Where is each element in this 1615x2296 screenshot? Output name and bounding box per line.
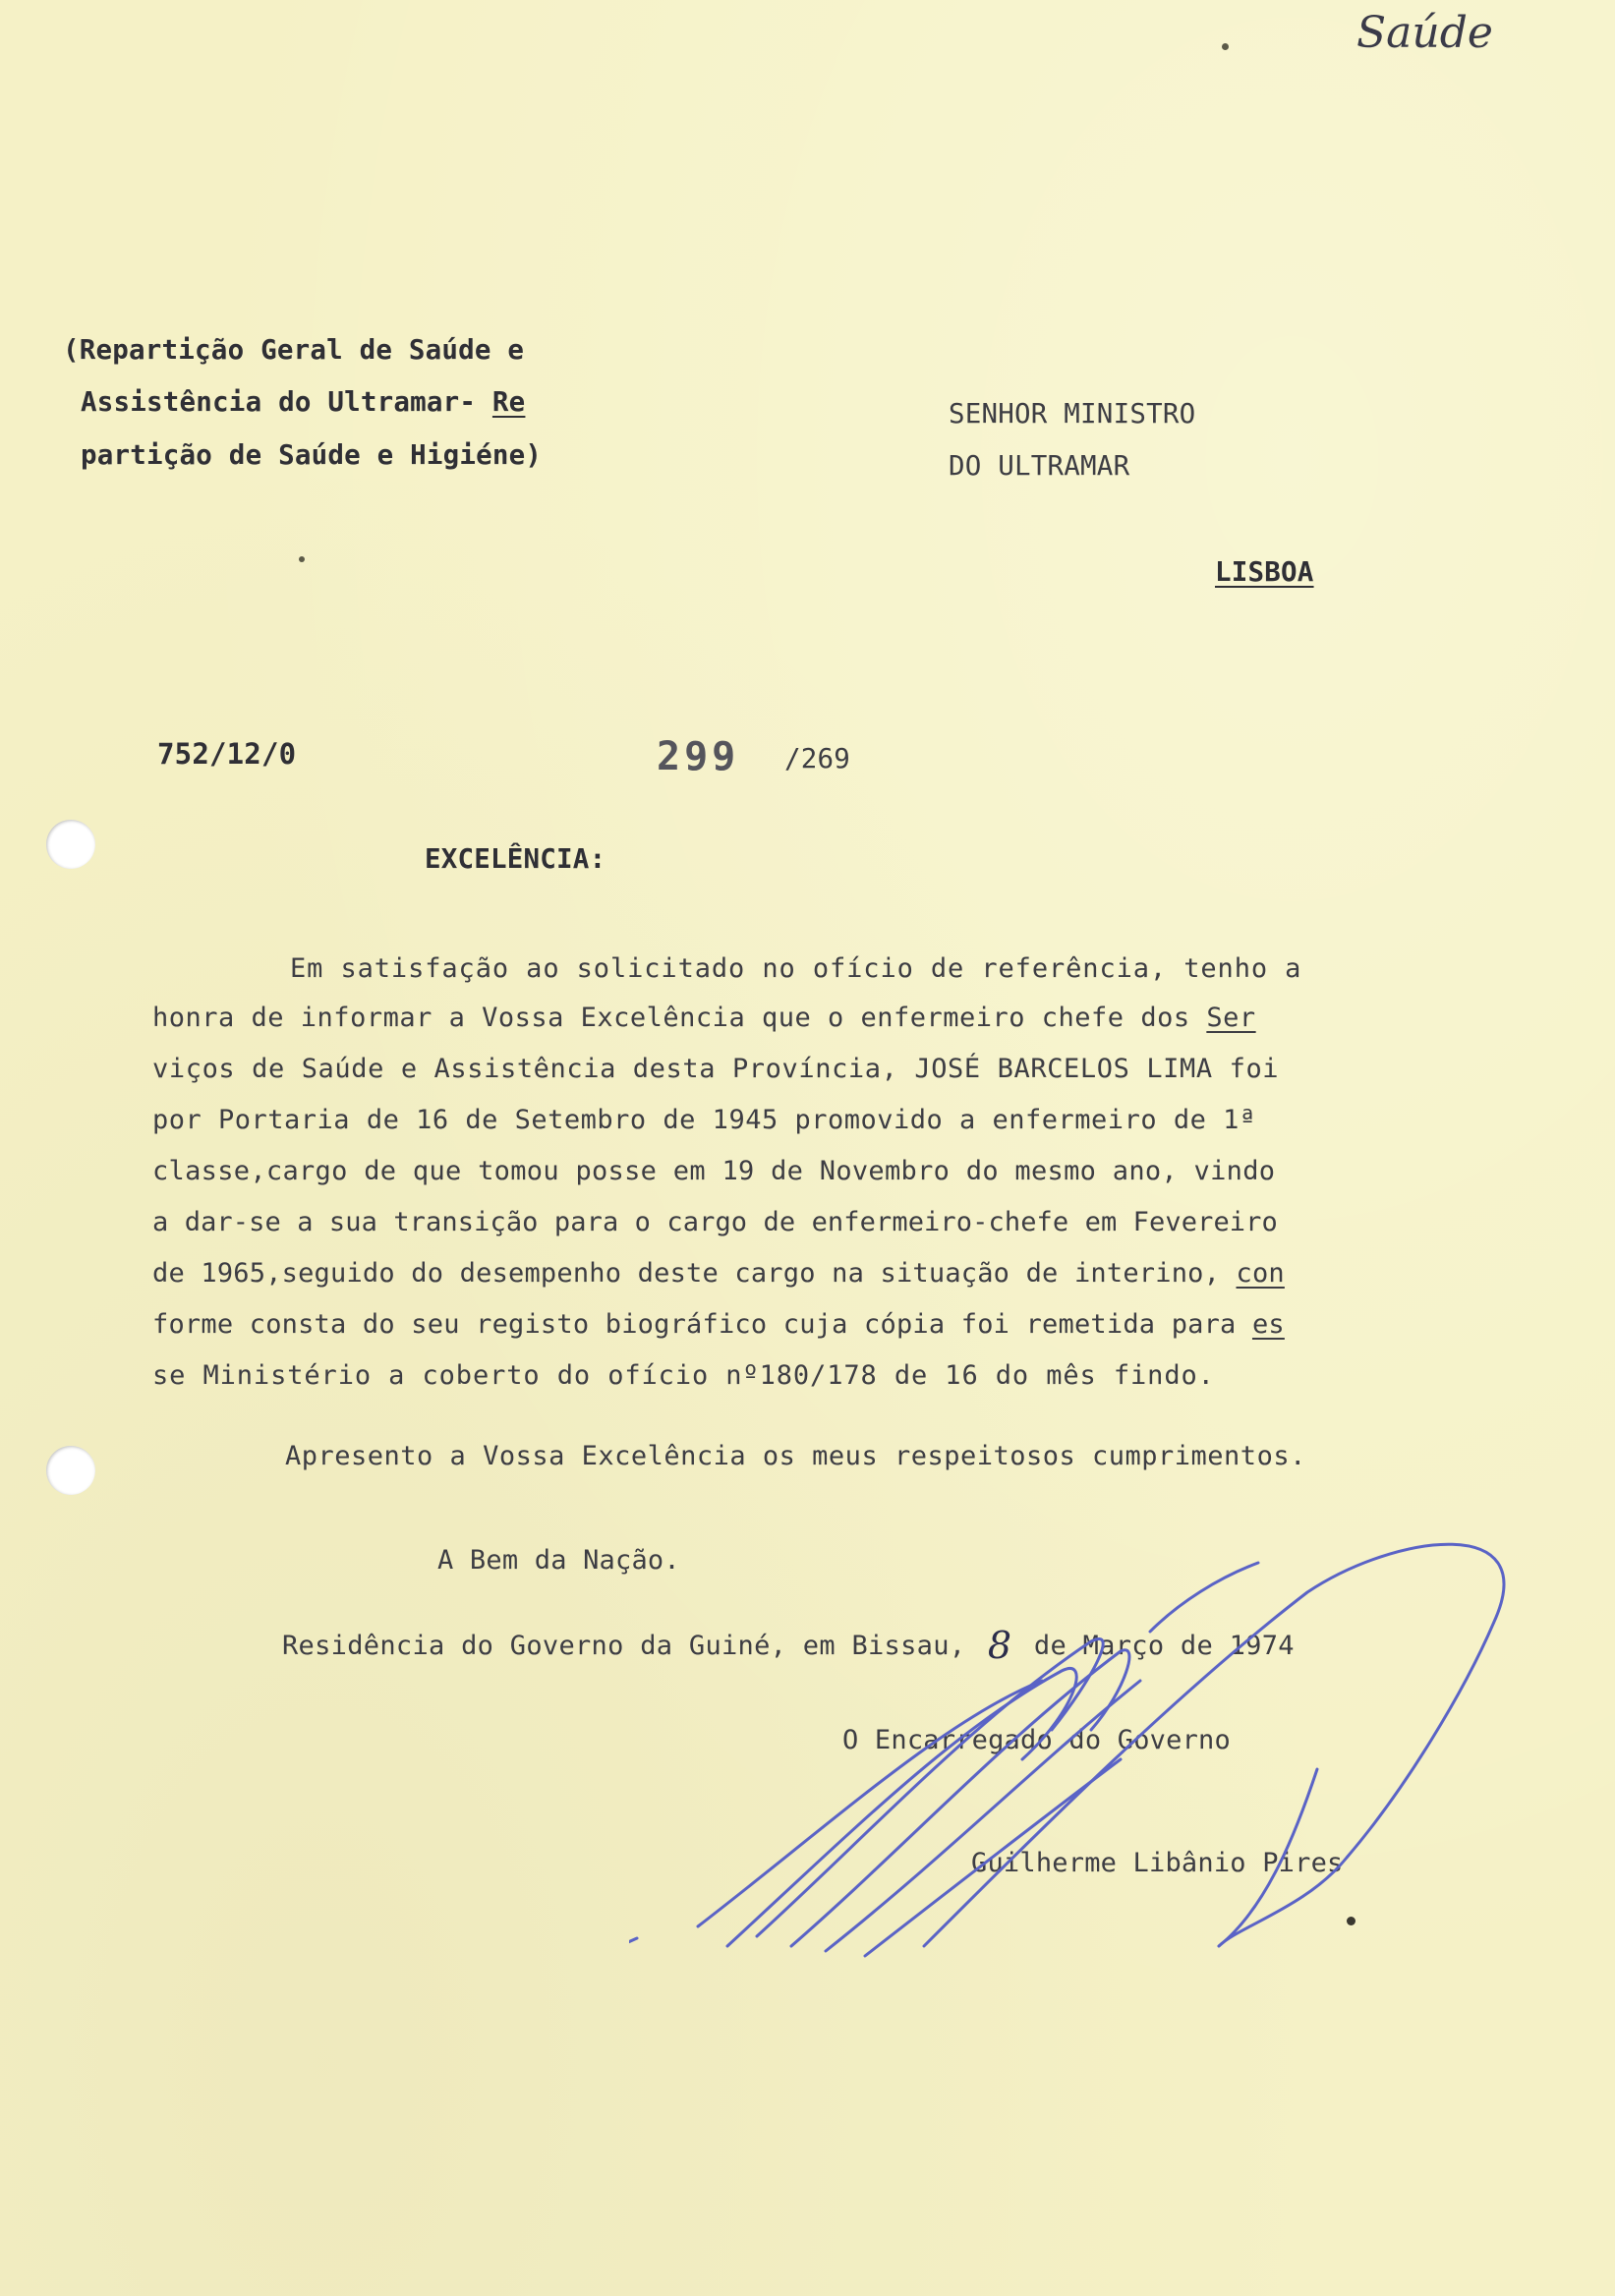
- ink-speck: [299, 556, 305, 562]
- body-line-1: Em satisfação ao solicitado no ofício de referência, tenho a: [290, 953, 1302, 984]
- handwritten-signature: [629, 1533, 1543, 1985]
- handwritten-annotation: Saúde: [1356, 8, 1493, 58]
- motto: A Bem da Nação.: [437, 1545, 680, 1576]
- body-line-7: [152, 1258, 1285, 1289]
- recipient-line-2: DO ULTRAMAR: [949, 450, 1130, 482]
- signatory-role: O Encarregado do Governo: [842, 1725, 1231, 1755]
- body-line-7-text: de 1965,seguido do desempenho deste cargo na situação de interino,: [152, 1258, 1237, 1289]
- punch-hole-lower: [46, 1446, 95, 1495]
- sender-line-1: (Repartição Geral de Saúde e: [63, 334, 525, 366]
- recipient-city: LISBOA: [1215, 556, 1314, 588]
- body-line-6: a dar-se a sua transição para o cargo de enfermeiro-chefe em Fevereiro: [152, 1207, 1278, 1237]
- body-line-2: [152, 1003, 1256, 1033]
- recipient-line-1: SENHOR MINISTRO: [949, 398, 1196, 430]
- reference-code: 752/12/0: [157, 737, 297, 771]
- body-line-8-text: forme consta do seu registo biográfico cuja cópia foi remetida para: [152, 1309, 1252, 1340]
- signatory-name: Guilherme Libânio Pires: [971, 1848, 1344, 1878]
- body-line-9: se Ministério a coberto do ofício nº180/178 de 16 do mês findo.: [152, 1360, 1215, 1391]
- body-line-2-text: honra de informar a Vossa Excelência que o enfermeiro chefe dos: [152, 1003, 1207, 1033]
- stamped-number: 299: [657, 734, 740, 779]
- reference-number-suffix: /269: [784, 743, 851, 775]
- sender-line-2: [81, 386, 525, 418]
- salutation: EXCELÊNCIA:: [425, 843, 606, 875]
- place-date-suffix: de Março de 1974: [1017, 1631, 1295, 1661]
- place-date-prefix: Residência do Governo da Guiné, em Bissau,: [282, 1631, 982, 1661]
- sender-line-2-text: Assistência do Ultramar-: [81, 386, 492, 418]
- body-line-8-hyphen-part: es: [1251, 1309, 1285, 1340]
- body-line-3: viços de Saúde e Assistência desta Província, JOSÉ BARCELOS LIMA foi: [152, 1054, 1280, 1084]
- sender-line-3: partição de Saúde e Higiéne): [81, 439, 543, 471]
- body-line-7-hyphen-part: con: [1236, 1258, 1285, 1289]
- body-line-4: por Portaria de 16 de Setembro de 1945 promovido a enfermeiro de 1ª: [152, 1105, 1256, 1135]
- body-line-8: [152, 1309, 1285, 1340]
- closing-line: Apresento a Vossa Excelência os meus respeitosos cumprimentos.: [285, 1441, 1306, 1471]
- punch-hole-upper: [46, 820, 95, 869]
- sender-line-2-hyphen-part: Re: [491, 386, 526, 418]
- handwritten-day: 8: [987, 1624, 1012, 1667]
- body-line-5: classe,cargo de que tomou posse em 19 de Novembro do mesmo ano, vindo: [152, 1156, 1276, 1186]
- ink-speck: [1222, 43, 1229, 50]
- body-line-2-hyphen-part: Ser: [1206, 1003, 1256, 1033]
